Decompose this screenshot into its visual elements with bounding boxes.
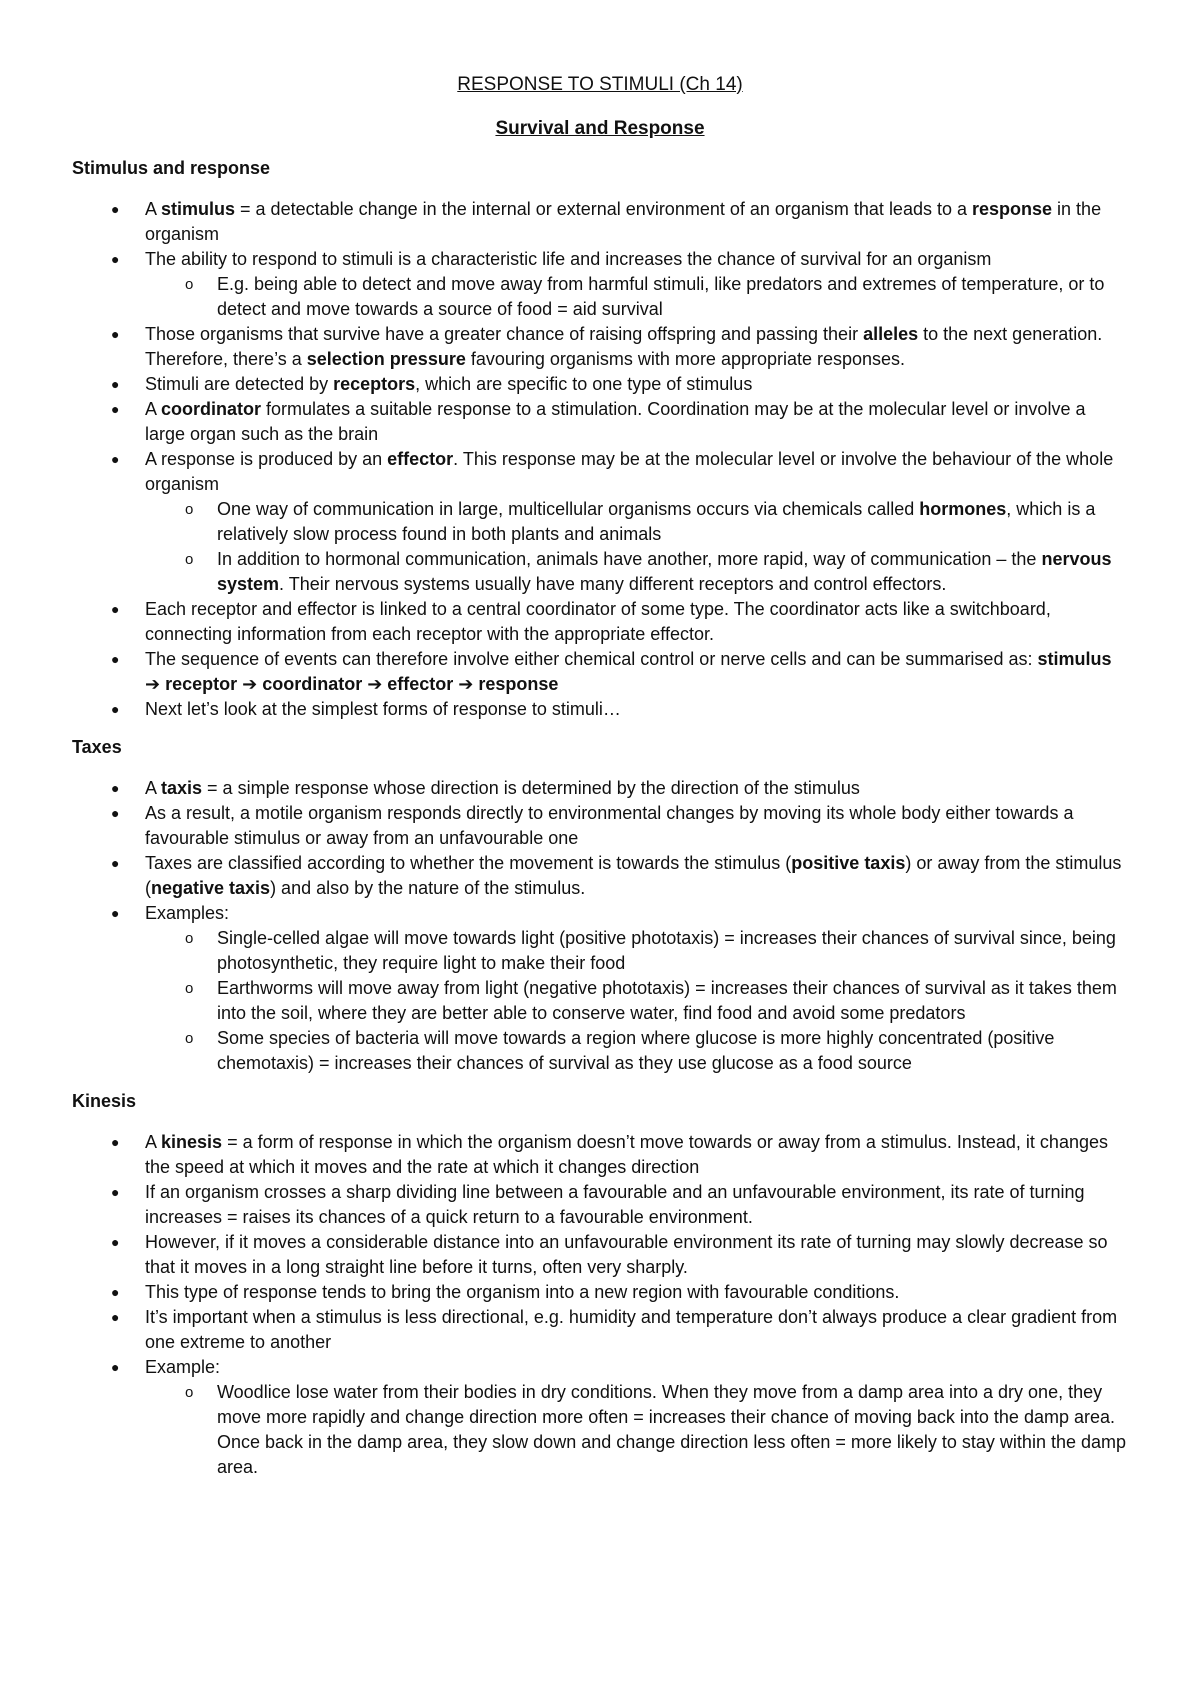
list-item: ● If an organism crosses a sharp dividing line between a favourable and an unfavourable environment, its rate of turning increases = raises its chances of a quick return to a favourable environment. [111, 1182, 1085, 1227]
list-item: ● Taxes are classified according to whether the movement is towards the stimulus (positive taxis) or away from the stimulus (negative taxis) and also by the nature of the stimulus. [111, 853, 1122, 898]
sub-list-item: o One way of communication in large, multicellular organisms occurs via chemicals called hormones, which is a relatively slow process found in both plants and animals [185, 499, 1096, 544]
list-item: ● Stimuli are detected by receptors, which are specific to one type of stimulus [72, 372, 1128, 397]
bullet-icon: ● [111, 251, 120, 267]
bullet-icon: ● [111, 1184, 120, 1200]
bullet-icon: ● [111, 451, 120, 467]
list-item: ● However, if it moves a considerable distance into an unfavourable environment its rate of turning may slowly decrease so that it moves in a long straight line before it turns, often very sharply. [111, 1232, 1108, 1277]
circle-bullet-icon: o [185, 930, 194, 947]
list-item: ● A response is produced by an effector. This response may be at the molecular level or involve the behaviour of the whole organism o One way of communication in large, multicellular organisms occurs via chemicals called hormones, which is a relatively slow process found in both plants and animals o In addition to hormonal communication, animals have another, more rapid, way of communication – the nervous system. Their nervous systems usually have many different receptors and control effectors. [72, 447, 1128, 597]
bullet-icon: ● [111, 855, 120, 871]
circle-bullet-icon: o [185, 551, 194, 568]
circle-bullet-icon: o [185, 1384, 194, 1401]
list-item: ● Examples: o Single-celled algae will move towards light (positive phototaxis) = increases their chances of survival since, being photosynthetic, they require light to make their food o Earthworms will move away from light (negative phototaxis) = increases their chances of survival as it takes them into the soil, where they are better able to conserve water, find food and avoid some predators o Some species of bacteria will move towards a region where glucose is more highly concentrated (positive chemotaxis) = increases their chances of survival as they use glucose as a food source [72, 901, 1128, 1076]
list-item: ● A stimulus = a detectable change in the internal or external environment of an organism that leads to a response in the organism [111, 199, 1102, 244]
sub-list-item: o Some species of bacteria will move towards a region where glucose is more highly concentrated (positive chemotaxis) = increases their chances of survival as they use glucose as a food source [185, 1028, 1055, 1073]
list-item: ● This type of response tends to bring the organism into a new region with favourable conditions. [72, 1280, 1128, 1305]
sub-list-item: o E.g. being able to detect and move away from harmful stimuli, like predators and extremes of temperature, or to detect and move towards a source of food = aid survival [185, 274, 1105, 319]
sub-list [145, 497, 1128, 597]
list-item: ● It’s important when a stimulus is less directional, e.g. humidity and temperature don’t always produce a clear gradient from one extreme to another [111, 1307, 1118, 1352]
bullet-icon: ● [111, 701, 120, 717]
bullet-icon: ● [111, 376, 120, 392]
list-item: ● As a result, a motile organism responds directly to environmental changes by moving its whole body either towards a favourable stimulus or away from an unfavourable one [111, 803, 1074, 848]
section-heading-taxes: Taxes [72, 737, 122, 757]
list-item: ● Next let’s look at the simplest forms of response to stimuli… [72, 697, 1128, 722]
sub-list [145, 926, 1128, 1076]
list-item: ● Each receptor and effector is linked to a central coordinator of some type. The coordinator acts like a switchboard, connecting information from each receptor with the appropriate effector. [111, 599, 1051, 644]
section-heading-stimulus: Stimulus and response [72, 158, 271, 178]
list-item: ● A kinesis = a form of response in which the organism doesn’t move towards or away from a stimulus. Instead, it changes the speed at which it moves and the rate at which it changes direction [111, 1132, 1108, 1177]
list-item: ● Example: o Woodlice lose water from their bodies in dry conditions. When they move from a damp area into a dry one, they move more rapidly and change direction more often = increases their chance of moving back into the damp area. Once back in the damp area, they slow down and change direction less often = more likely to stay within the damp area. [72, 1355, 1128, 1480]
bullet-icon: ● [111, 1284, 120, 1300]
circle-bullet-icon: o [185, 501, 194, 518]
sub-list [145, 1380, 1128, 1480]
list-item: ● The sequence of events can therefore involve either chemical control or nerve cells and can be summarised as: stimulus ➔ receptor ➔ coordinator ➔ effector ➔ response [111, 649, 1112, 694]
sub-list [145, 272, 1128, 322]
stimulus-list [72, 197, 1128, 722]
bullet-icon: ● [111, 1359, 120, 1375]
bullet-icon: ● [111, 401, 120, 417]
circle-bullet-icon: o [185, 1030, 194, 1047]
page-title: RESPONSE TO STIMULI (Ch 14) [457, 74, 743, 95]
bullet-icon: ● [111, 805, 120, 821]
bullet-icon: ● [111, 651, 120, 667]
sub-list-item: o Earthworms will move away from light (negative phototaxis) = increases their chances of survival as it takes them into the soil, where they are better able to conserve water, find food and avoid some predators [185, 978, 1117, 1023]
kinesis-list [72, 1130, 1128, 1480]
list-item: ● Those organisms that survive have a greater chance of raising offspring and passing their alleles to the next generation. Therefore, there’s a selection pressure favouring organisms with more appropriate responses. [111, 324, 1103, 369]
list-item: ● A coordinator formulates a suitable response to a stimulation. Coordination may be at the molecular level or involve a large organ such as the brain [111, 399, 1086, 444]
sub-list-item: o In addition to hormonal communication, animals have another, more rapid, way of communication – the nervous system. Their nervous systems usually have many different receptors and control effectors. [185, 549, 1112, 594]
list-item: ● A taxis = a simple response whose direction is determined by the direction of the stimulus [72, 776, 1128, 801]
circle-bullet-icon: o [185, 980, 194, 997]
bullet-icon: ● [111, 905, 120, 921]
bullet-icon: ● [111, 1134, 120, 1150]
list-item: ● The ability to respond to stimuli is a characteristic life and increases the chance of survival for an organism o E.g. being able to detect and move away from harmful stimuli, like predators and extremes of temperature, or to detect and move towards a source of food = aid survival [72, 247, 1128, 322]
bullet-icon: ● [111, 1234, 120, 1250]
section-heading-kinesis: Kinesis [72, 1091, 137, 1111]
circle-bullet-icon: o [185, 276, 194, 293]
bullet-icon: ● [111, 201, 120, 217]
taxes-list [72, 776, 1128, 1076]
page-subtitle: Survival and Response [495, 118, 705, 139]
bullet-icon: ● [111, 601, 120, 617]
sub-list-item: o Woodlice lose water from their bodies in dry conditions. When they move from a damp area into a dry one, they move more rapidly and change direction more often = increases their chance of moving back into the damp area. Once back in the damp area, they slow down and change direction less often = more likely to stay within the damp area. [185, 1382, 1126, 1477]
bullet-icon: ● [111, 780, 120, 796]
bullet-icon: ● [111, 1309, 120, 1325]
sub-list-item: o Single-celled algae will move towards light (positive phototaxis) = increases their chances of survival since, being photosynthetic, they require light to make their food [185, 928, 1116, 973]
bullet-icon: ● [111, 326, 120, 342]
